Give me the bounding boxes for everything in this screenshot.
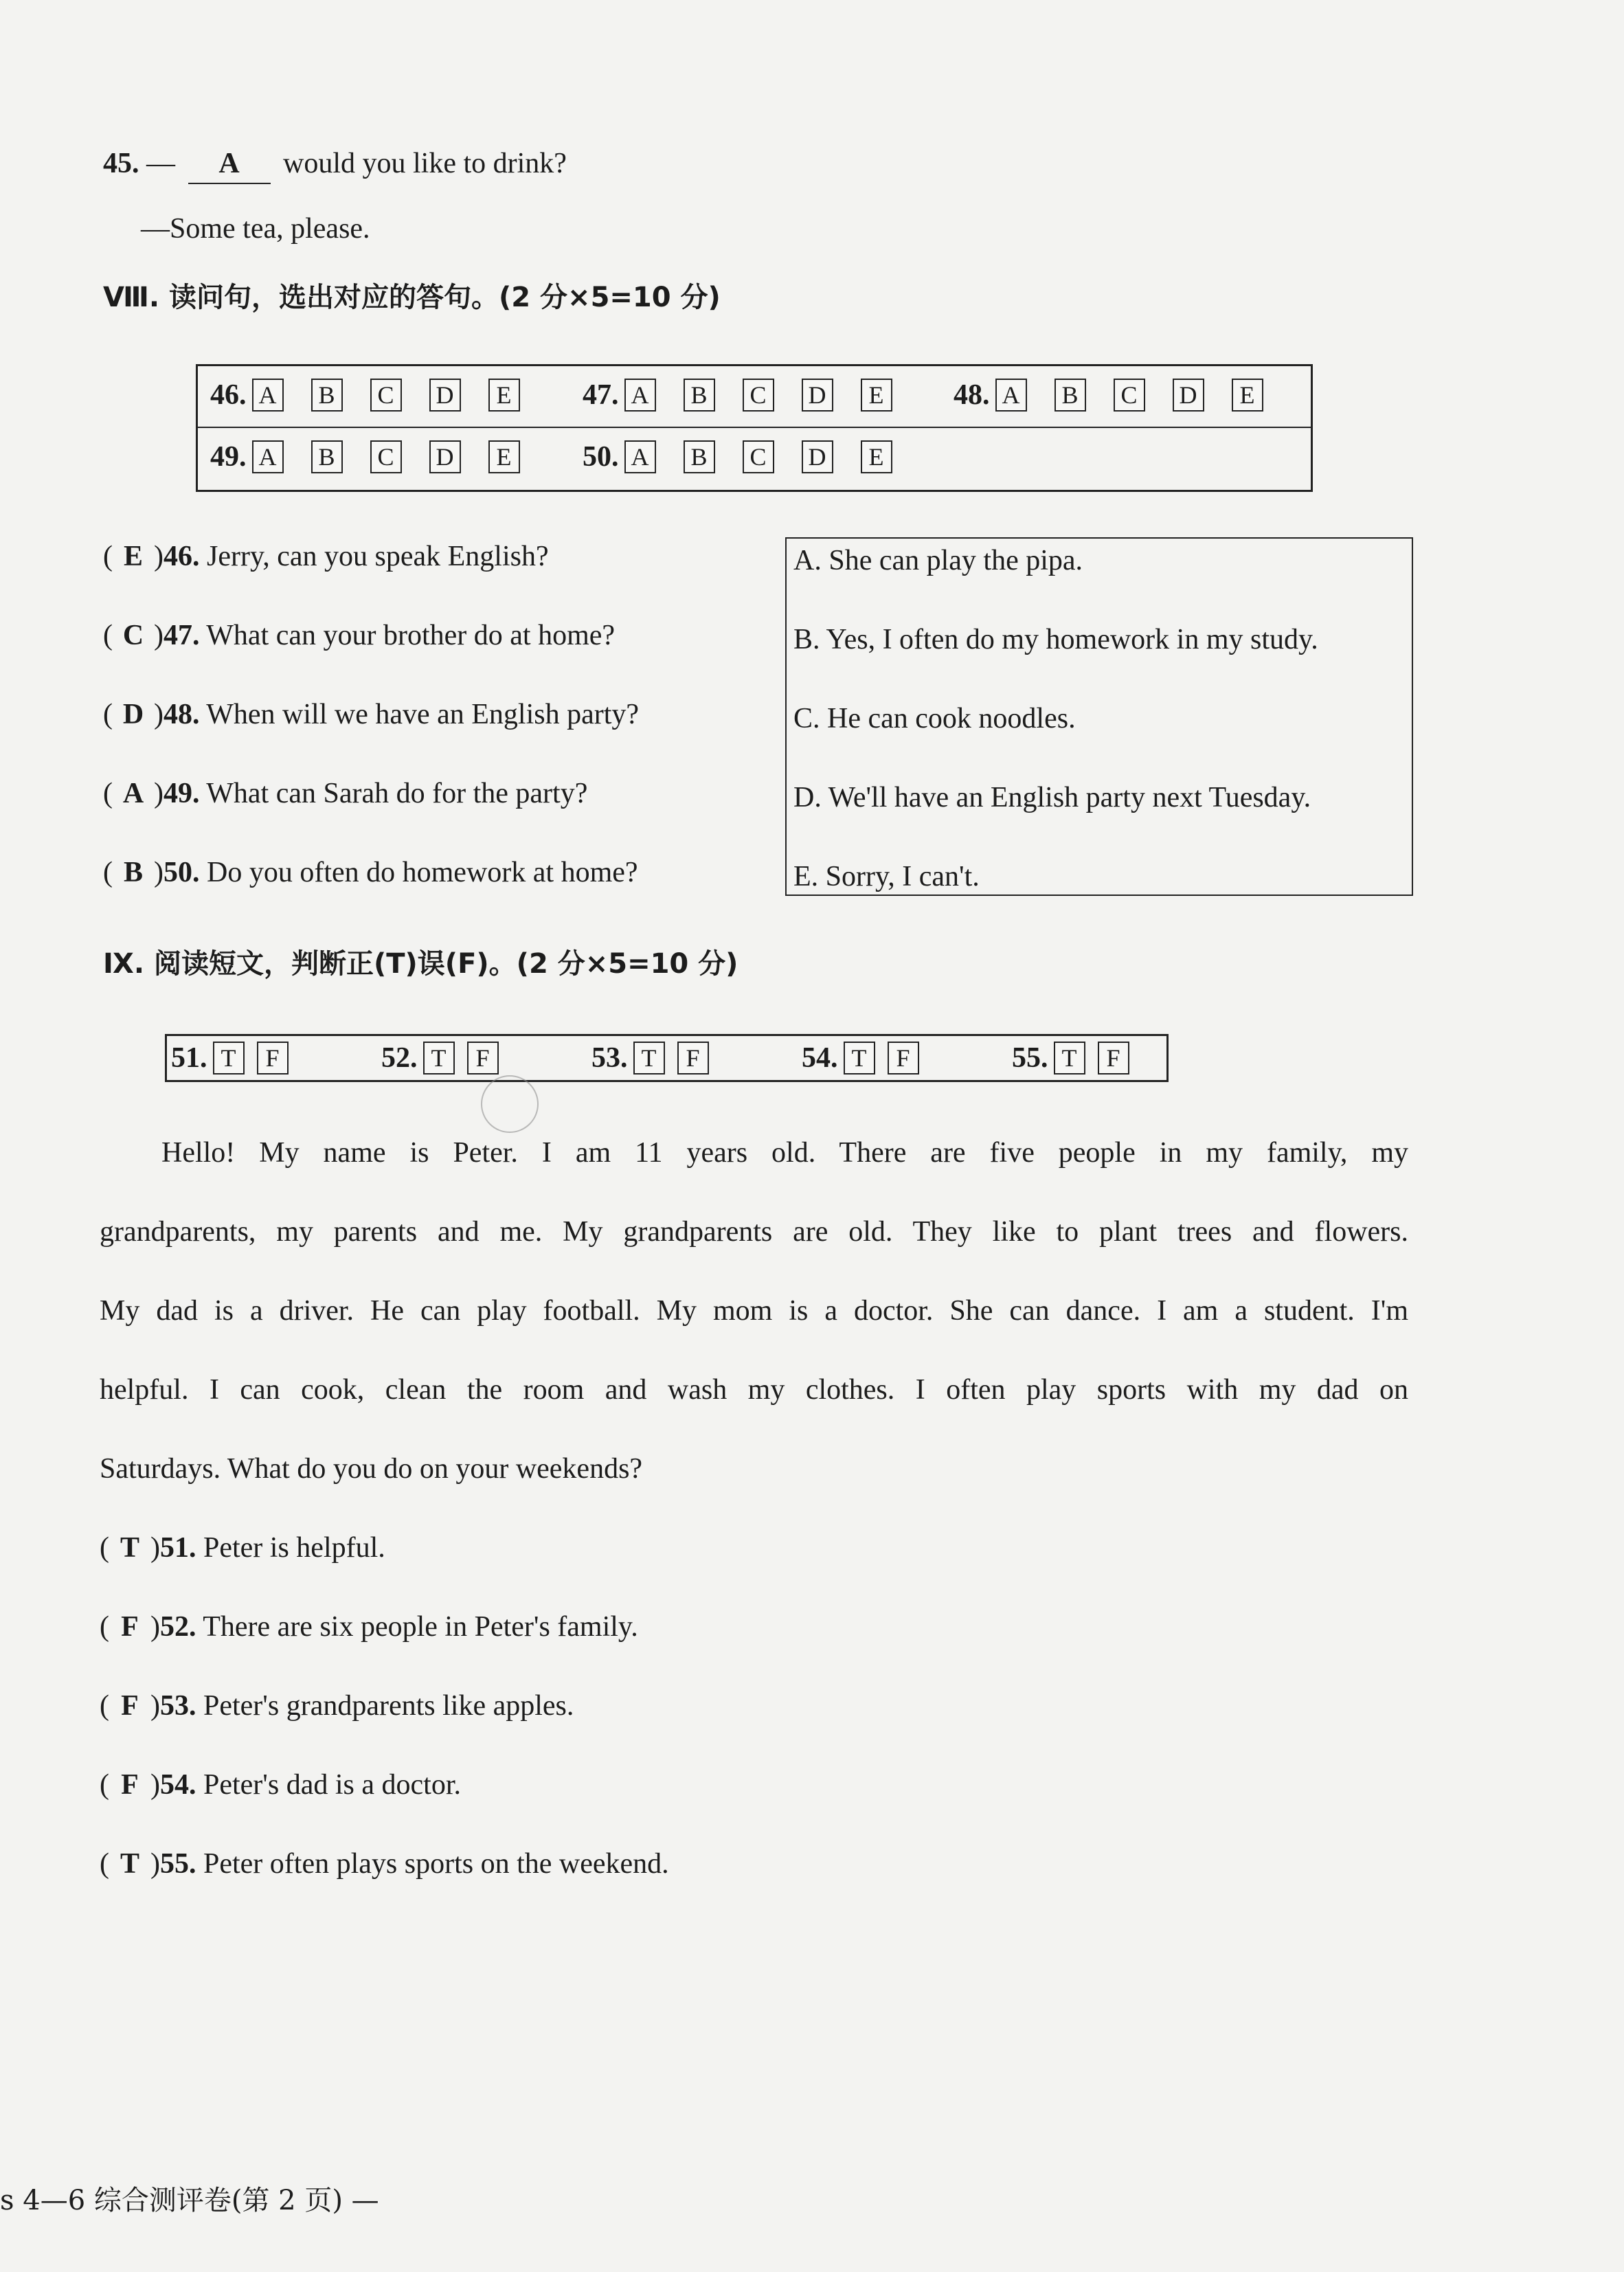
answer-mark: C bbox=[122, 620, 144, 651]
question-45-reply: —Some tea, please. bbox=[141, 213, 370, 245]
answer-mark: B bbox=[123, 857, 143, 888]
statement-51: ( T )51. Peter is helpful. bbox=[100, 1529, 385, 1567]
option-box-d[interactable]: D bbox=[802, 440, 833, 473]
grid-cell-53 bbox=[591, 1042, 736, 1075]
statement-text: Peter often plays sports on the weekend. bbox=[203, 1848, 669, 1880]
option-box-c[interactable]: C bbox=[1114, 379, 1145, 412]
option-box-e[interactable]: E bbox=[1232, 379, 1263, 412]
statement-number: 53. bbox=[160, 1690, 196, 1722]
stamp-mark bbox=[481, 1075, 539, 1133]
grid-number: 51. bbox=[171, 1042, 207, 1074]
question-text: would you like to drink? bbox=[283, 148, 567, 179]
option-box-t[interactable]: T bbox=[1054, 1042, 1085, 1075]
grid-number: 46. bbox=[210, 379, 247, 411]
answer-grid-9 bbox=[165, 1034, 1169, 1082]
option-box-c[interactable]: C bbox=[743, 379, 774, 412]
question-text: What can Sarah do for the party? bbox=[206, 778, 588, 809]
answer-mark: T bbox=[120, 1532, 139, 1564]
answer-mark: A bbox=[122, 778, 144, 809]
option-box-a[interactable]: A bbox=[624, 379, 656, 412]
answer-mark: F bbox=[121, 1690, 139, 1722]
question-number: 45. bbox=[103, 148, 139, 179]
statement-text: Peter is helpful. bbox=[203, 1532, 385, 1564]
question-46: ( E )46. Jerry, can you speak English? bbox=[103, 537, 549, 576]
passage-line-3: My dad is a driver. He can play football. My mom is a doctor. She can dance. I am a student. I'm bbox=[100, 1295, 1408, 1327]
option-box-a[interactable]: A bbox=[252, 379, 284, 412]
dash: — bbox=[146, 148, 175, 179]
grid-number: 53. bbox=[591, 1042, 628, 1074]
option-box-a[interactable]: A bbox=[624, 440, 656, 473]
grid-number: 49. bbox=[210, 441, 247, 473]
answer-blank: A bbox=[188, 144, 271, 184]
grid-number: 50. bbox=[583, 441, 619, 473]
grid-cell-49 bbox=[210, 440, 548, 473]
option-box-c[interactable]: C bbox=[743, 440, 774, 473]
statement-number: 55. bbox=[160, 1848, 196, 1880]
option-box-b[interactable]: B bbox=[311, 440, 343, 473]
answer-mark: F bbox=[121, 1769, 139, 1801]
answer-mark: D bbox=[122, 699, 144, 730]
grid-cell-48 bbox=[954, 379, 1291, 412]
statement-53: ( F )53. Peter's grandparents like apples. bbox=[100, 1687, 574, 1725]
grid-number: 54. bbox=[802, 1042, 838, 1074]
grid-cell-47 bbox=[583, 379, 920, 412]
answer-mark: F bbox=[121, 1611, 139, 1643]
grid-cell-55 bbox=[1012, 1042, 1157, 1075]
statement-text: There are six people in Peter's family. bbox=[203, 1611, 638, 1643]
answer-mark: E bbox=[123, 541, 143, 572]
option-box-d[interactable]: D bbox=[429, 440, 461, 473]
grid-cell-50 bbox=[583, 440, 920, 473]
option-e: E. Sorry, I can't. bbox=[793, 861, 980, 892]
option-box-d[interactable]: D bbox=[429, 379, 461, 412]
option-box-t[interactable]: T bbox=[844, 1042, 875, 1075]
option-box-d[interactable]: D bbox=[802, 379, 833, 412]
option-d: D. We'll have an English party next Tuesday. bbox=[793, 782, 1311, 813]
question-text: When will we have an English party? bbox=[206, 699, 640, 730]
option-box-f[interactable]: F bbox=[1098, 1042, 1129, 1075]
section-9-title: Ⅸ. 阅读短文，判断正(T)误(F)。(2 分×5=10 分) bbox=[103, 948, 738, 980]
grid-cell-52 bbox=[381, 1042, 526, 1075]
grid-number: 48. bbox=[954, 379, 990, 411]
option-box-e[interactable]: E bbox=[488, 379, 520, 412]
question-text: Do you often do homework at home? bbox=[207, 857, 638, 888]
question-number: 50. bbox=[163, 857, 200, 888]
statement-number: 51. bbox=[160, 1532, 196, 1564]
question-50: ( B )50. Do you often do homework at home? bbox=[103, 853, 638, 892]
option-box-f[interactable]: F bbox=[677, 1042, 709, 1075]
grid-cell-46 bbox=[210, 379, 548, 412]
option-box-c[interactable]: C bbox=[370, 440, 402, 473]
option-box-b[interactable]: B bbox=[684, 379, 715, 412]
option-box-b[interactable]: B bbox=[1055, 379, 1086, 412]
option-box-a[interactable]: A bbox=[252, 440, 284, 473]
options-box bbox=[785, 537, 1413, 896]
option-c: C. He can cook noodles. bbox=[793, 703, 1076, 734]
option-box-t[interactable]: T bbox=[633, 1042, 665, 1075]
question-number: 48. bbox=[163, 699, 200, 730]
passage-line-5: Saturdays. What do you do on your weekends? bbox=[100, 1453, 643, 1485]
option-box-e[interactable]: E bbox=[488, 440, 520, 473]
option-box-e[interactable]: E bbox=[861, 379, 892, 412]
option-box-c[interactable]: C bbox=[370, 379, 402, 412]
question-45 bbox=[103, 144, 567, 184]
option-box-f[interactable]: F bbox=[888, 1042, 919, 1075]
option-box-a[interactable]: A bbox=[995, 379, 1027, 412]
answer-grid-8 bbox=[196, 364, 1313, 492]
question-number: 47. bbox=[163, 620, 200, 651]
option-box-b[interactable]: B bbox=[684, 440, 715, 473]
statement-number: 54. bbox=[160, 1769, 196, 1801]
option-box-t[interactable]: T bbox=[423, 1042, 455, 1075]
option-b: B. Yes, I often do my homework in my study. bbox=[793, 624, 1318, 655]
statement-text: Peter's grandparents like apples. bbox=[203, 1690, 574, 1722]
question-number: 46. bbox=[163, 541, 200, 572]
question-text: What can your brother do at home? bbox=[206, 620, 616, 651]
statement-52: ( F )52. There are six people in Peter's family. bbox=[100, 1608, 638, 1646]
grid-divider bbox=[198, 427, 1311, 428]
answer-mark: T bbox=[120, 1848, 139, 1880]
passage-line-1: Hello! My name is Peter. I am 11 years old. There are five people in my family, my bbox=[161, 1137, 1408, 1169]
section-8-title: Ⅷ. 读问句，选出对应的答句。(2 分×5=10 分) bbox=[103, 282, 721, 313]
page-footer: s 4—6 综合测评卷(第 2 页) — bbox=[0, 2185, 379, 2216]
passage-line-4: helpful. I can cook, clean the room and wash my clothes. I often play sports with my dad on bbox=[100, 1374, 1408, 1406]
grid-number: 52. bbox=[381, 1042, 418, 1074]
question-47: ( C )47. What can your brother do at home? bbox=[103, 616, 615, 655]
option-box-t[interactable]: T bbox=[213, 1042, 245, 1075]
statement-text: Peter's dad is a doctor. bbox=[203, 1769, 461, 1801]
grid-number: 55. bbox=[1012, 1042, 1048, 1074]
grid-number: 47. bbox=[583, 379, 619, 411]
grid-cell-54 bbox=[802, 1042, 947, 1075]
option-box-b[interactable]: B bbox=[311, 379, 343, 412]
question-text: Jerry, can you speak English? bbox=[207, 541, 549, 572]
option-box-f[interactable]: F bbox=[257, 1042, 289, 1075]
question-49: ( A )49. What can Sarah do for the party? bbox=[103, 774, 587, 813]
option-box-f[interactable]: F bbox=[467, 1042, 499, 1075]
option-box-d[interactable]: D bbox=[1173, 379, 1204, 412]
option-box-e[interactable]: E bbox=[861, 440, 892, 473]
grid-cell-51 bbox=[171, 1042, 316, 1075]
option-a: A. She can play the pipa. bbox=[793, 545, 1083, 576]
question-number: 49. bbox=[163, 778, 200, 809]
passage-line-2: grandparents, my parents and me. My grandparents are old. They like to plant trees and flowers. bbox=[100, 1216, 1408, 1248]
statement-54: ( F )54. Peter's dad is a doctor. bbox=[100, 1766, 461, 1804]
statement-number: 52. bbox=[160, 1611, 196, 1643]
question-48: ( D )48. When will we have an English party? bbox=[103, 695, 639, 734]
statement-55: ( T )55. Peter often plays sports on the weekend. bbox=[100, 1845, 669, 1883]
